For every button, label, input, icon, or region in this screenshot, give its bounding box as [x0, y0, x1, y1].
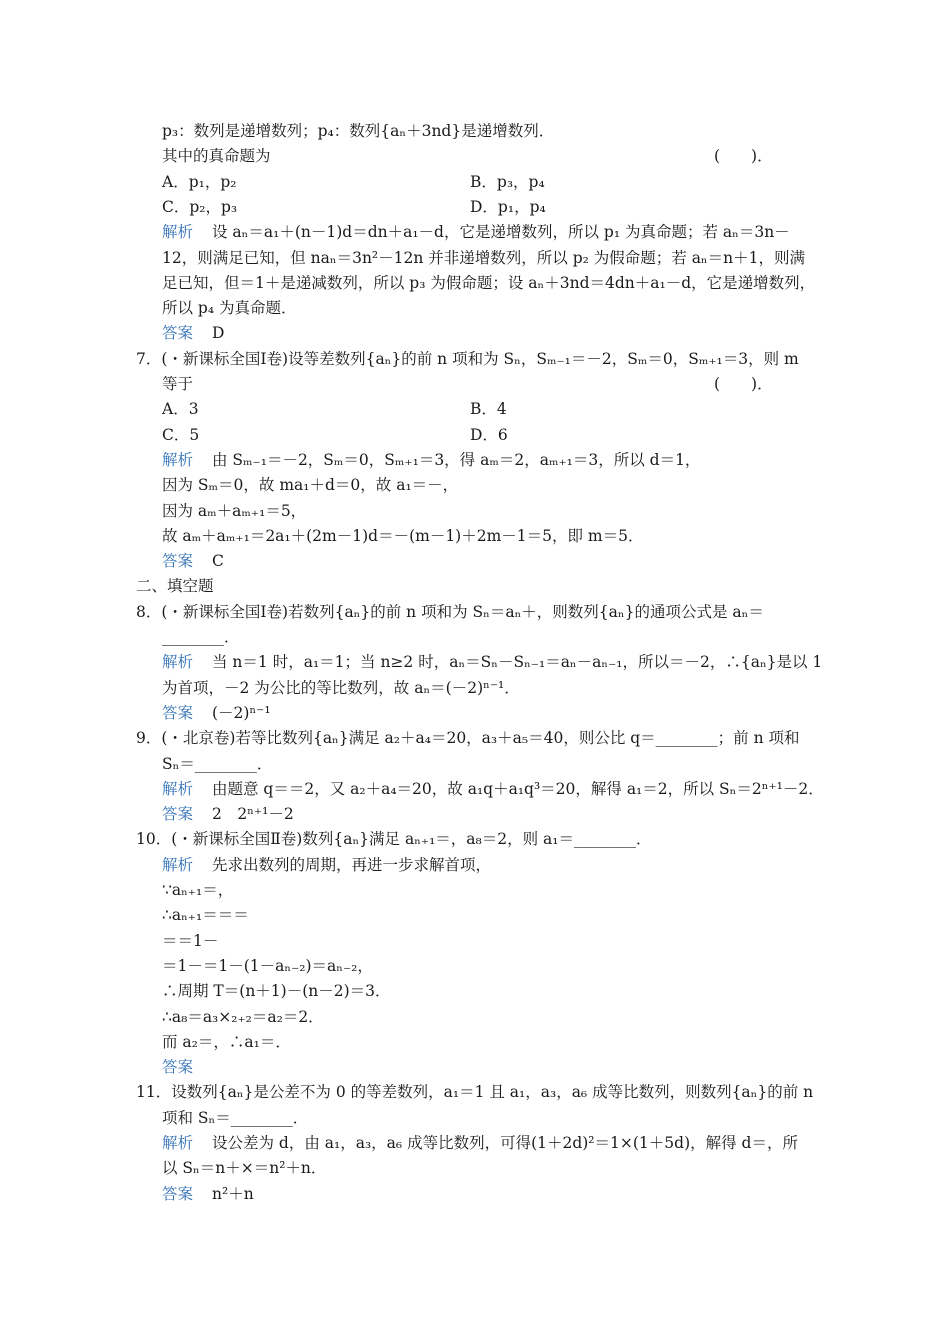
text-segment: ∵aₙ₊₁＝， — [162, 881, 234, 899]
text-line — [0, 599, 950, 625]
text-line — [0, 219, 950, 245]
text-line — [0, 751, 950, 777]
text-segment: 足已知，但＝1＋是递减数列，所以 p₃ 为假命题；设 aₙ＋3nd＝4dn＋a₁－d，它是递增数列， — [162, 273, 816, 292]
text-segment: 项和 Sₙ＝________． — [162, 1108, 309, 1127]
text-segment: 设公差为 d，由 a₁，a₃，a₆ 成等比数列，可得(1＋2d)²＝1×(1＋5d)，解得 d＝，所 — [212, 1134, 798, 1152]
text-segment: Sₙ＝________． — [162, 754, 273, 773]
text-line — [0, 624, 950, 650]
text-line — [0, 447, 950, 473]
text-segment: 11．设数列{aₙ}是公差不为 0 的等差数列，a₁＝1 且 a₁，a₃，a₆ 成等比数列，则数列{aₙ}的前 n — [136, 1083, 814, 1102]
text-line — [0, 953, 950, 979]
text-segment: 当 n＝1 时，a₁＝1；当 n≥2 时，aₙ＝Sₙ－Sₙ₋₁＝aₙ－aₙ₋₁，所以＝－2，∴{aₙ}是以 1 — [212, 653, 823, 672]
text-line — [0, 928, 950, 954]
text-segment: 12，则满足已知，但 naₙ＝3n²－12n 并非递增数列，所以 p₂ 为假命题；若 aₙ＝n＋1，则满 — [162, 248, 805, 267]
section-label: 解析 — [162, 223, 194, 242]
section-label: 答案 — [162, 703, 194, 722]
text-line — [0, 700, 950, 726]
text-segment: ＝1－＝1－(1－aₙ₋₂)＝aₙ₋₂， — [162, 956, 373, 975]
text-line — [0, 1054, 950, 1080]
text-segment: 8．(・新课标全国Ⅰ卷)若数列{aₙ}的前 n 项和为 Sₙ＝aₙ＋，则数列{aₙ}的通项公式是 aₙ＝ — [136, 602, 764, 621]
text-line — [0, 852, 950, 878]
text-line — [0, 194, 950, 220]
section-label: 答案 — [162, 1058, 194, 1077]
text-segment: C．5 — [162, 425, 200, 444]
text-segment: 先求出数列的周期，再进一步求解首项， — [212, 855, 492, 874]
text-line — [0, 1029, 950, 1055]
text-segment: 所以 p₄ 为真命题． — [162, 299, 297, 318]
text-segment: A．p₁，p₂ — [162, 172, 237, 191]
text-line — [0, 801, 950, 827]
text-line — [0, 472, 950, 498]
text-segment: 因为 aₘ＋aₘ₊₁＝5， — [162, 501, 307, 520]
text-segment: ( )． — [714, 375, 773, 393]
text-line — [0, 295, 950, 321]
text-line — [0, 902, 950, 928]
section-label: 答案 — [162, 324, 194, 343]
text-segment: D．p₁，p₄ — [470, 197, 546, 216]
text-line — [0, 1079, 950, 1105]
text-segment: B．4 — [470, 400, 507, 419]
text-line — [0, 725, 950, 751]
text-segment: B．p₃，p₄ — [470, 172, 545, 191]
text-segment: A．3 — [162, 400, 199, 419]
text-segment: 9．(・北京卷)若等比数列{aₙ}满足 a₂＋a₄＝20，a₃＋a₅＝40，则公比 q＝________；前 n 项和 — [136, 729, 800, 748]
section-label: 解析 — [162, 855, 194, 874]
text-segment: 以 Sₙ＝n＋×＝n²＋n． — [162, 1159, 327, 1178]
text-line — [0, 371, 950, 397]
text-segment: ＝＝1－ — [162, 931, 219, 950]
text-segment: 7．(・新课标全国Ⅰ卷)设等差数列{aₙ}的前 n 项和为 Sₙ，Sₘ₋₁＝－2，Sₘ＝0，Sₘ₊₁＝3，则 m — [136, 349, 799, 368]
text-line — [0, 1004, 950, 1030]
text-line — [0, 649, 950, 675]
text-segment: 二、填空题 — [136, 577, 214, 596]
text-segment: n²＋n — [212, 1184, 254, 1203]
text-line — [0, 978, 950, 1004]
text-segment: 而 a₂＝，∴a₁＝． — [162, 1032, 291, 1051]
text-line — [0, 396, 950, 422]
text-segment: C — [212, 552, 224, 571]
text-segment: D．6 — [470, 425, 508, 444]
section-label: 解析 — [162, 1134, 194, 1152]
text-segment: 因为 Sₘ＝0，故 ma₁＋d＝0，故 a₁＝－， — [162, 476, 459, 495]
text-line — [0, 1130, 950, 1156]
text-line — [0, 498, 950, 524]
text-segment: ________． — [162, 628, 240, 646]
text-segment: (－2)ⁿ⁻¹ — [212, 703, 271, 722]
text-segment: C．p₂，p₃ — [162, 197, 238, 216]
section-label: 答案 — [162, 1184, 194, 1203]
text-line — [0, 1155, 950, 1181]
section-label: 解析 — [162, 653, 194, 672]
text-line — [0, 245, 950, 271]
text-segment: 为首项，－2 为公比的等比数列，故 aₙ＝(－2)ⁿ⁻¹． — [162, 678, 520, 697]
text-segment: ∴a₈＝a₃×₂₊₂＝a₂＝2． — [162, 1007, 324, 1026]
text-segment: ∴aₙ₊₁＝＝＝ — [162, 906, 249, 925]
text-segment: 10．(・新课标全国Ⅱ卷)数列{aₙ}满足 aₙ₊₁＝，a₈＝2，则 a₁＝________． — [136, 830, 652, 849]
text-line — [0, 320, 950, 346]
text-segment: 2 2ⁿ⁺¹－2 — [212, 805, 294, 824]
text-segment: 其中的真命题为 — [162, 147, 271, 166]
text-segment: ∴周期 T＝(n＋1)－(n－2)＝3． — [162, 982, 391, 1001]
text-segment: 由题意 q＝＝2，又 a₂＋a₄＝20，故 a₁q＋a₁q³＝20，解得 a₁＝2，所以 Sₙ＝2ⁿ⁺¹－2． — [212, 779, 824, 798]
text-segment: 故 aₘ＋aₘ₊₁＝2a₁＋(2m－1)d＝－(m－1)＋2m－1＝5，即 m＝5． — [162, 526, 644, 545]
text-segment: 由 Sₘ₋₁＝－2，Sₘ＝0，Sₘ₊₁＝3，得 aₘ＝2，aₘ₊₁＝3，所以 d＝1， — [212, 450, 701, 469]
text-segment: p₃：数列是递增数列；p₄：数列{aₙ＋3nd}是递增数列． — [162, 122, 555, 140]
text-line — [0, 422, 950, 448]
text-line — [0, 523, 950, 549]
text-line — [0, 1181, 950, 1207]
text-line — [0, 169, 950, 195]
text-line — [0, 675, 950, 701]
text-segment: D — [212, 324, 225, 343]
text-line — [0, 548, 950, 574]
section-label: 解析 — [162, 779, 194, 798]
section-label: 答案 — [162, 552, 194, 571]
text-line — [0, 346, 950, 372]
text-line — [0, 776, 950, 802]
text-line — [0, 118, 950, 144]
text-line — [0, 826, 950, 852]
text-segment: ( )． — [714, 147, 773, 166]
text-line — [0, 573, 950, 599]
text-segment: 等于 — [162, 375, 194, 393]
text-line — [0, 143, 950, 169]
text-segment: 设 aₙ＝a₁＋(n－1)d＝dn＋a₁－d，它是递增数列，所以 p₁ 为真命题；若 aₙ＝3n－ — [212, 223, 790, 242]
text-line — [0, 877, 950, 903]
text-line — [0, 1105, 950, 1131]
text-line — [0, 270, 950, 296]
section-label: 解析 — [162, 450, 194, 469]
section-label: 答案 — [162, 805, 194, 824]
